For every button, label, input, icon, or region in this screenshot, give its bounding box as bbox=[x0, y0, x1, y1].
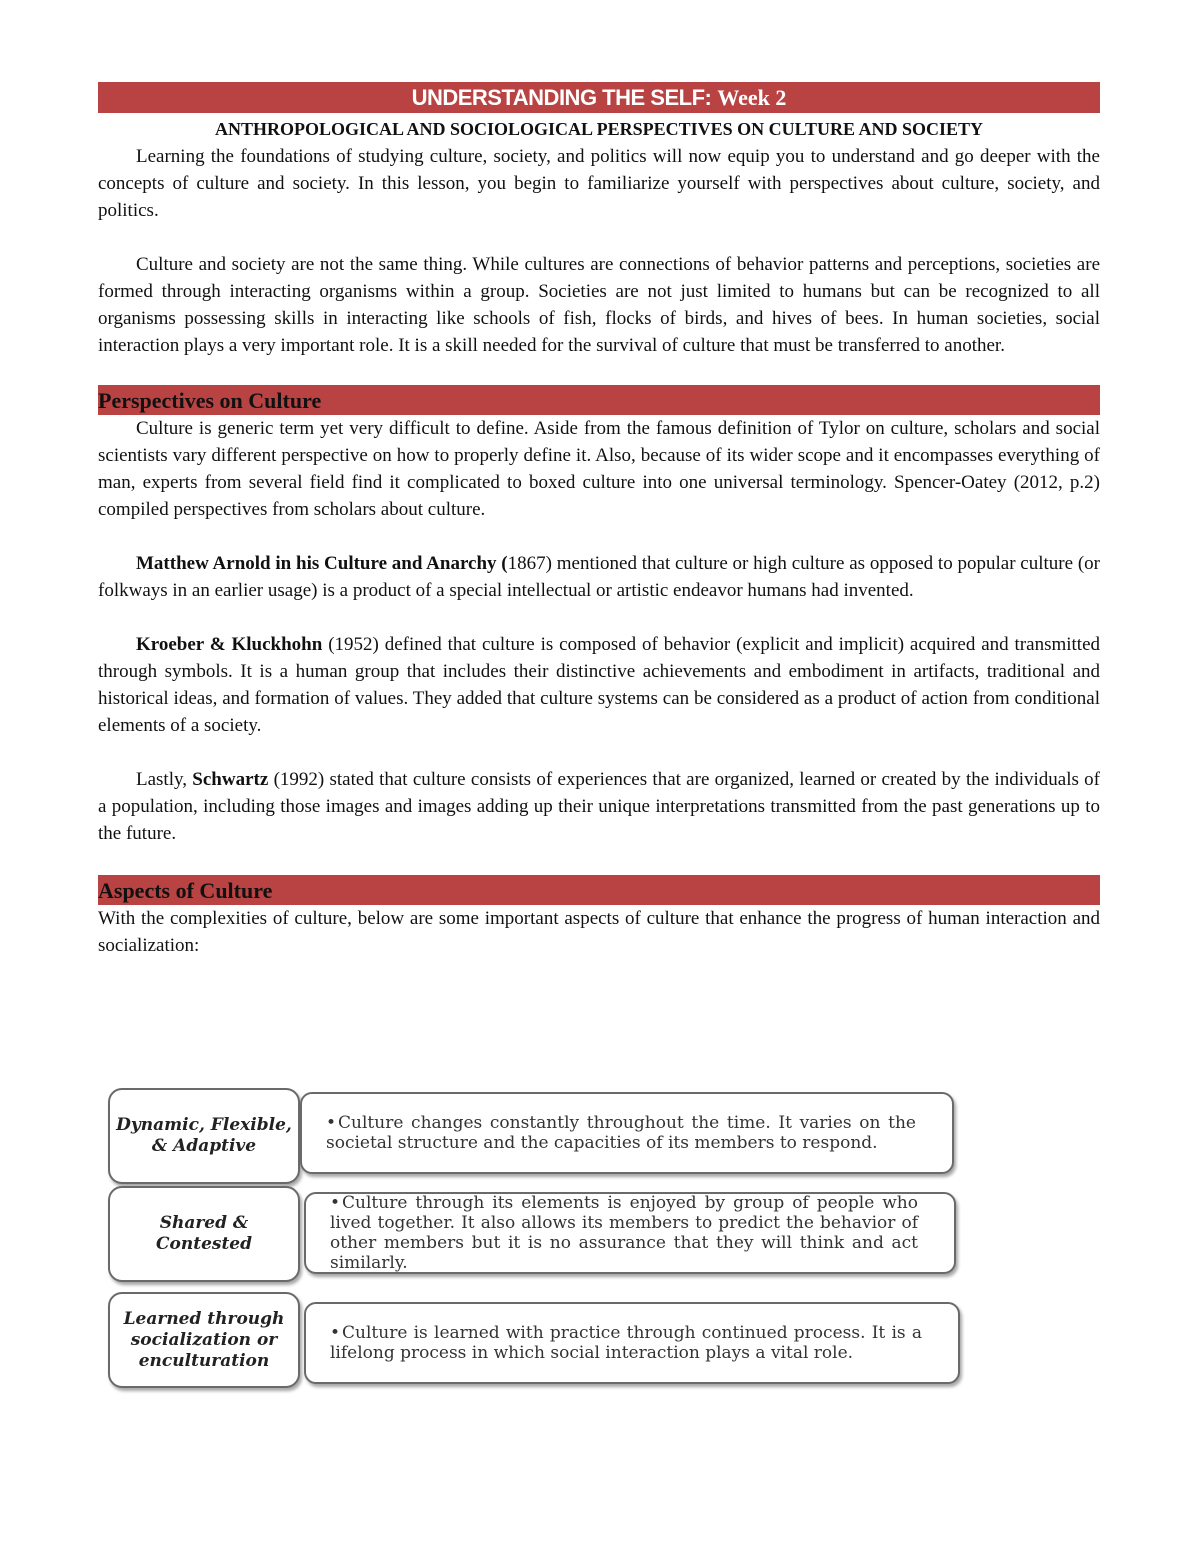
aspect-description-box bbox=[300, 1092, 954, 1174]
aspect-description: • Culture is learned with practice through continued process. It is a lifelong process in which social interaction plays a vital role. bbox=[330, 1323, 922, 1363]
kroeber-paragraph: Kroeber & Kluckhohn (1952) defined that culture is composed of behavior (explicit and implicit) acquired and transmitted through symbols. It is a human group that includes their distinctive achievements and embodiment in artifacts, traditional and historical ideas, and formation of values. They added that culture systems can be considered as a product of action from conditional elements of a society. bbox=[98, 634, 1101, 736]
aspect-description-box bbox=[304, 1302, 960, 1384]
arnold-name: Matthew Arnold in his Culture and Anarchy ( bbox=[136, 553, 508, 574]
kroeber-name: Kroeber & Kluckhohn bbox=[136, 634, 323, 655]
schwartz-paragraph: Lastly, Schwartz (1992) stated that culture consists of experiences that are organized, learned or created by the individuals of a population, including those images and images adding up their unique interpretations transmitted from the past generations up to the future. bbox=[98, 769, 1100, 844]
aspect-description: • Culture through its elements is enjoyed by group of people who lived together. It also allows its members to predict the behavior of other members but it is no assurance that they will think and act similarly. bbox=[330, 1193, 918, 1273]
aspect-row bbox=[108, 1292, 960, 1388]
document-page bbox=[98, 82, 1100, 959]
aspects-intro: With the complexities of culture, below are some important aspects of culture that enhance the progress of human interaction and socialization: bbox=[98, 908, 1100, 956]
aspect-description-box bbox=[304, 1192, 956, 1274]
arnold-paragraph: Matthew Arnold in his Culture and Anarchy (1867) mentioned that culture or high culture as opposed to popular culture (or folkways in an earlier usage) is a product of a special intellectual or artistic endeavor humans had invented. bbox=[98, 553, 1100, 601]
aspect-row bbox=[108, 1088, 960, 1184]
intro-paragraph-2: Culture and society are not the same thing. While cultures are connections of behavior patterns and perceptions, societies are formed through interacting organisms within a group. Societies are not just limited to humans but can be recognized to all organisms possessing skills in interacting like schools of fish, flocks of birds, and hives of bees. In human societies, social interaction plays a very important role. It is a skill needed for the survival of culture that must be transferred to another. bbox=[98, 254, 1100, 356]
lesson-subtitle: ANTHROPOLOGICAL AND SOCIOLOGICAL PERSPECTIVES ON CULTURE AND SOCIETY bbox=[215, 119, 983, 139]
aspect-label: Shared & Contested bbox=[108, 1186, 300, 1282]
week-label: Week 2 bbox=[717, 85, 787, 110]
title-bar bbox=[98, 82, 1100, 113]
page-title: UNDERSTANDING THE SELF: bbox=[411, 85, 712, 110]
schwartz-name: Schwartz bbox=[192, 769, 269, 790]
section-heading-perspectives: Perspectives on Culture bbox=[98, 385, 1100, 415]
aspect-label: Dynamic, Flexible, & Adaptive bbox=[108, 1088, 300, 1184]
intro-paragraph-1: Learning the foundations of studying culture, society, and politics will now equip you to understand and go deeper with the concepts of culture and society. In this lesson, you begin to familiarize yourself with perspectives about culture, society, and politics. bbox=[98, 146, 1100, 221]
aspect-description: • Culture changes constantly throughout the time. It varies on the societal structure and the capacities of its members to respond. bbox=[326, 1113, 916, 1153]
perspectives-paragraph: Culture is generic term yet very difficult to define. Aside from the famous definition of Tylor on culture, scholars and social scientists vary different perspective on how to properly define it. Also, because of its wider scope and it encompasses everything of man, experts from several field find it complicated to boxed culture into one universal terminology. Spencer-Oatey (2012, p.2) compiled perspectives from scholars about culture. bbox=[98, 418, 1100, 520]
section-heading-aspects: Aspects of Culture bbox=[98, 875, 1100, 905]
aspect-row bbox=[108, 1186, 960, 1282]
aspect-label: Learned through socialization or enculturation bbox=[108, 1292, 300, 1388]
